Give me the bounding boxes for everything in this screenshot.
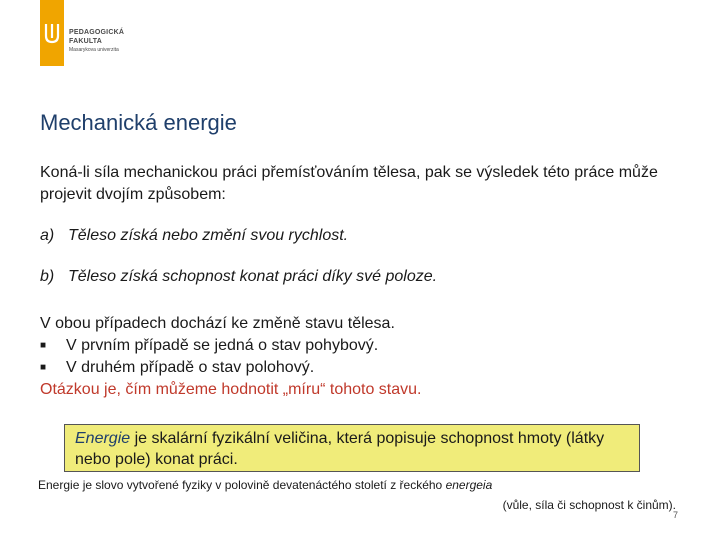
bullet-text: V prvním případě se jedná o stav pohybový. [66, 337, 379, 355]
definition-text: je skalární fyzikální veličina, která popisuje schopnost hmoty (látky nebo pole) konat práci. [75, 430, 605, 468]
both-cases-text: V obou případech dochází ke změně stavu tělesa. [40, 315, 395, 332]
logo-emblem [40, 0, 64, 66]
option-b [40, 266, 700, 288]
university-emblem-icon [44, 22, 60, 44]
logo-university-name: Masarykova univerzita [69, 47, 119, 53]
state-change-block [40, 313, 700, 401]
question-text: Otázkou je, čím můžeme hodnotit „míru“ tohoto stavu. [40, 381, 422, 399]
logo-text [69, 28, 124, 54]
etymology-meaning: (vůle, síla či schopnost k činům). [502, 498, 676, 512]
faculty-logo [40, 0, 150, 66]
etymology-note [38, 478, 492, 492]
etymology-word: energeia [445, 478, 493, 492]
intro-paragraph: Koná-li síla mechanickou práci přemísťováním tělesa, pak se výsledek této práce může projevit dvojím způsobem: [40, 164, 658, 203]
logo-faculty-name: PEDAGOGICKÁ [69, 29, 125, 36]
option-a-label: a) [40, 227, 55, 244]
etymology-text: Energie je slovo vytvořené fyziky v polovině devatenáctého století z řeckého [38, 478, 446, 492]
square-bullet-icon: ■ [40, 362, 47, 374]
page-number: 7 [673, 510, 679, 520]
bullet-text: V druhém případě o stav polohový. [66, 359, 315, 377]
slide-title: Mechanická energie [40, 110, 237, 135]
option-a [40, 225, 700, 247]
square-bullet-icon: ■ [40, 340, 47, 351]
bullet-item [40, 335, 700, 357]
definition-box [64, 424, 640, 472]
logo-faculty-word: FAKULTA [69, 38, 103, 45]
option-a-text: Těleso získá nebo změní svou rychlost. [68, 227, 349, 244]
option-b-label: b) [40, 268, 55, 285]
bullet-item [40, 357, 700, 379]
definition-term: Energie [75, 430, 131, 447]
option-b-text: Těleso získá schopnost konat práci díky své poloze. [68, 268, 438, 285]
